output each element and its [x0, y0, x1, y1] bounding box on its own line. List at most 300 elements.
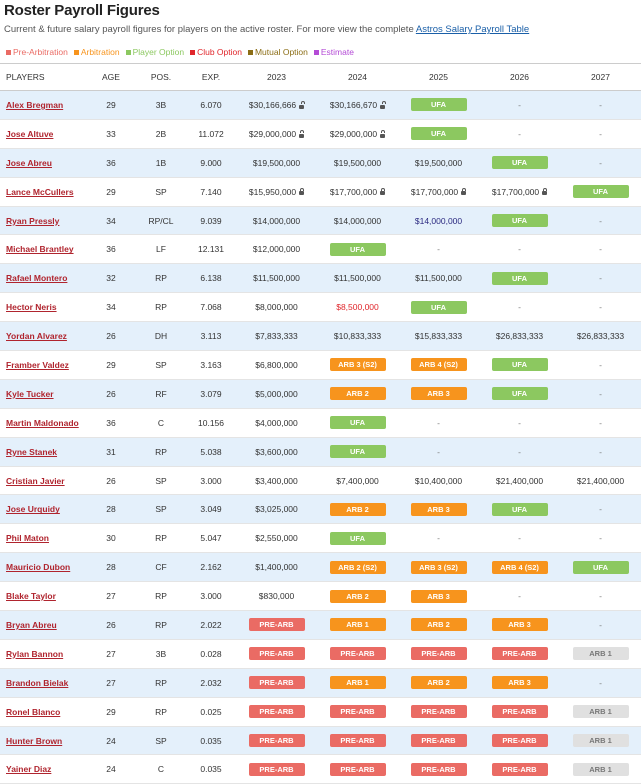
lock-icon	[380, 134, 385, 138]
player-exp: 11.072	[186, 119, 236, 148]
salary-cell	[236, 379, 317, 408]
salary-cell	[317, 177, 398, 206]
player-age: 34	[86, 206, 136, 235]
legend-label: Mutual Option	[254, 47, 308, 57]
salary-cell	[479, 437, 560, 466]
salary-cell	[236, 293, 317, 322]
salary-cell	[560, 408, 641, 437]
ufa-badge: UFA	[492, 214, 548, 227]
table-row	[0, 264, 641, 293]
arbitration-badge: ARB 2	[411, 676, 467, 689]
salary-cell	[317, 755, 398, 784]
salary-cell	[236, 408, 317, 437]
salary-cell	[398, 91, 479, 120]
pre-arb-badge: PRE-ARB	[249, 647, 305, 660]
player-cell	[0, 264, 86, 293]
salary-value: $14,000,000	[414, 215, 463, 226]
player-age: 26	[86, 322, 136, 351]
salary-value: $17,700,000	[491, 186, 540, 197]
salary-cell	[560, 293, 641, 322]
lock-icon	[542, 191, 547, 195]
player-pos: RP	[136, 524, 186, 553]
salary-value: $2,550,000	[255, 533, 298, 544]
payroll-table-link[interactable]: Astros Salary Payroll Table	[415, 24, 530, 35]
empty-value: -	[599, 619, 602, 630]
player-name-link[interactable]: Hector Neris	[6, 302, 57, 313]
ufa-badge: UFA	[492, 503, 548, 516]
player-cell	[0, 755, 86, 784]
salary-value: $12,000,000	[252, 244, 301, 255]
salary-cell	[560, 668, 641, 697]
salary-cell	[317, 495, 398, 524]
salary-cell	[479, 697, 560, 726]
lock-icon	[461, 191, 466, 195]
salary-cell	[398, 264, 479, 293]
salary-cell	[317, 91, 398, 120]
salary-cell	[560, 379, 641, 408]
ufa-badge: UFA	[330, 416, 386, 429]
empty-value: -	[599, 157, 602, 168]
salary-cell	[236, 91, 317, 120]
salary-cell	[317, 611, 398, 640]
salary-cell	[398, 697, 479, 726]
empty-value: -	[599, 591, 602, 602]
player-age: 34	[86, 293, 136, 322]
salary-cell	[560, 697, 641, 726]
table-row	[0, 495, 641, 524]
empty-value: -	[599, 302, 602, 313]
player-name-link[interactable]: Phil Maton	[6, 533, 49, 544]
table-row	[0, 206, 641, 235]
player-name-link[interactable]: Ronel Blanco	[6, 706, 61, 717]
salary-value: $11,500,000	[253, 273, 300, 284]
legend-item	[190, 47, 242, 57]
player-cell	[0, 408, 86, 437]
ufa-badge: UFA	[492, 387, 548, 400]
salary-cell	[398, 437, 479, 466]
salary-cell	[236, 495, 317, 524]
salary-cell	[398, 553, 479, 582]
player-exp: 0.028	[186, 639, 236, 668]
player-name-link[interactable]: Jose Altuve	[6, 128, 54, 139]
pre-arb-badge: PRE-ARB	[330, 763, 386, 776]
salary-cell	[236, 697, 317, 726]
salary-cell	[479, 351, 560, 380]
legend-item	[6, 47, 68, 57]
player-cell	[0, 235, 86, 264]
salary-cell	[317, 206, 398, 235]
salary-cell	[560, 437, 641, 466]
salary-cell	[479, 466, 560, 495]
salary-value: $3,600,000	[255, 446, 298, 457]
arbitration-badge: ARB 2	[330, 590, 386, 603]
player-cell	[0, 148, 86, 177]
player-pos: SP	[136, 351, 186, 380]
empty-value: -	[599, 504, 602, 515]
pre-arb-badge: PRE-ARB	[411, 647, 467, 660]
player-cell	[0, 379, 86, 408]
salary-cell	[236, 582, 317, 611]
player-pos: RP	[136, 264, 186, 293]
salary-cell	[398, 177, 479, 206]
salary-cell	[317, 524, 398, 553]
player-exp: 0.035	[186, 755, 236, 784]
salary-cell	[479, 668, 560, 697]
salary-value: $14,000,000	[333, 215, 382, 226]
pre-arb-badge: PRE-ARB	[249, 676, 305, 689]
player-cell	[0, 611, 86, 640]
player-exp: 5.047	[186, 524, 236, 553]
empty-value: -	[518, 302, 521, 313]
salary-value: $29,000,000	[329, 128, 378, 139]
salary-cell	[560, 119, 641, 148]
salary-cell	[236, 177, 317, 206]
table-row	[0, 408, 641, 437]
legend-swatch	[190, 50, 195, 55]
table-row	[0, 148, 641, 177]
player-pos: 3B	[136, 91, 186, 120]
ufa-badge: UFA	[492, 272, 548, 285]
salary-cell	[398, 119, 479, 148]
player-name-link[interactable]: Martin Maldonado	[6, 417, 79, 428]
table-row	[0, 639, 641, 668]
player-pos: 1B	[136, 148, 186, 177]
player-exp: 3.163	[186, 351, 236, 380]
table-header-row	[0, 64, 641, 91]
pre-arb-badge: PRE-ARB	[249, 705, 305, 718]
ufa-badge: UFA	[492, 358, 548, 371]
player-name-link[interactable]: Framber Valdez	[6, 359, 69, 370]
ufa-badge: UFA	[573, 185, 629, 198]
player-exp: 3.000	[186, 466, 236, 495]
salary-cell	[398, 293, 479, 322]
table-row	[0, 524, 641, 553]
salary-cell	[236, 524, 317, 553]
salary-cell	[317, 351, 398, 380]
table-row	[0, 322, 641, 351]
salary-cell	[560, 206, 641, 235]
player-pos: DH	[136, 322, 186, 351]
salary-cell	[398, 611, 479, 640]
player-pos: RF	[136, 379, 186, 408]
player-exp: 3.113	[186, 322, 236, 351]
salary-cell	[479, 524, 560, 553]
player-name-link[interactable]: Ryne Stanek	[6, 446, 58, 457]
player-cell	[0, 668, 86, 697]
player-pos: 2B	[136, 119, 186, 148]
salary-value: $15,950,000	[248, 186, 297, 197]
pre-arb-badge: PRE-ARB	[411, 734, 467, 747]
salary-cell	[560, 495, 641, 524]
player-pos: LF	[136, 235, 186, 264]
player-cell	[0, 351, 86, 380]
player-name-link[interactable]: Brandon Bielak	[6, 677, 69, 688]
pre-arb-badge: PRE-ARB	[249, 618, 305, 631]
salary-cell	[236, 119, 317, 148]
salary-value: $4,000,000	[255, 417, 298, 428]
player-age: 31	[86, 437, 136, 466]
salary-cell	[479, 206, 560, 235]
legend-swatch	[126, 50, 131, 55]
player-name-link[interactable]: Blake Taylor	[6, 591, 56, 602]
salary-value: $3,400,000	[255, 475, 298, 486]
table-row	[0, 351, 641, 380]
player-pos: RP	[136, 697, 186, 726]
salary-cell	[317, 148, 398, 177]
arbitration-badge: ARB 2	[330, 387, 386, 400]
pre-arb-badge: PRE-ARB	[411, 763, 467, 776]
salary-cell	[398, 668, 479, 697]
salary-cell	[398, 639, 479, 668]
empty-value: -	[518, 128, 521, 139]
player-cell	[0, 206, 86, 235]
player-pos: RP	[136, 611, 186, 640]
pre-arb-badge: PRE-ARB	[330, 705, 386, 718]
salary-cell	[317, 235, 398, 264]
estimate-badge: ARB 1	[573, 705, 629, 718]
salary-cell	[398, 351, 479, 380]
arbitration-badge: ARB 3	[492, 676, 548, 689]
ufa-badge: UFA	[330, 243, 386, 256]
player-name-link[interactable]: Bryan Abreu	[6, 619, 57, 630]
lock-icon	[299, 134, 304, 138]
salary-cell	[398, 726, 479, 755]
player-cell	[0, 495, 86, 524]
player-cell	[0, 524, 86, 553]
salary-cell	[236, 322, 317, 351]
player-age: 36	[86, 148, 136, 177]
salary-cell	[560, 351, 641, 380]
salary-cell	[560, 264, 641, 293]
player-cell	[0, 582, 86, 611]
salary-cell	[560, 524, 641, 553]
salary-cell	[560, 726, 641, 755]
salary-value: $8,500,000	[336, 302, 379, 313]
salary-cell	[560, 611, 641, 640]
salary-cell	[560, 148, 641, 177]
salary-cell	[479, 726, 560, 755]
salary-cell	[398, 495, 479, 524]
player-age: 28	[86, 553, 136, 582]
unlock-icon	[299, 105, 304, 109]
player-exp: 0.035	[186, 726, 236, 755]
player-age: 27	[86, 582, 136, 611]
salary-value: $21,400,000	[495, 475, 544, 486]
player-age: 29	[86, 91, 136, 120]
lock-icon	[299, 191, 304, 195]
salary-value: $19,500,000	[414, 157, 463, 168]
salary-cell	[236, 264, 317, 293]
player-age: 27	[86, 639, 136, 668]
empty-value: -	[599, 446, 602, 457]
player-pos: SP	[136, 177, 186, 206]
salary-cell	[236, 206, 317, 235]
page-subtitle	[4, 24, 529, 35]
pre-arb-badge: PRE-ARB	[492, 763, 548, 776]
salary-cell	[317, 582, 398, 611]
salary-cell	[560, 639, 641, 668]
salary-value: $11,500,000	[415, 273, 462, 284]
player-exp: 6.070	[186, 91, 236, 120]
salary-value: $830,000	[258, 591, 295, 602]
player-name-link[interactable]: Mauricio Dubon	[6, 562, 71, 573]
legend-label: Estimate	[320, 47, 354, 57]
salary-cell	[479, 639, 560, 668]
player-name-link[interactable]: Rylan Bannon	[6, 648, 64, 659]
salary-value: $10,400,000	[414, 475, 463, 486]
page-title: Roster Payroll Figures	[4, 2, 160, 19]
payroll-table	[0, 63, 641, 784]
player-exp: 9.039	[186, 206, 236, 235]
legend-label: Player Option	[132, 47, 185, 57]
salary-cell	[560, 177, 641, 206]
salary-cell	[479, 119, 560, 148]
player-exp: 3.079	[186, 379, 236, 408]
salary-cell	[560, 755, 641, 784]
pre-arb-badge: PRE-ARB	[492, 647, 548, 660]
player-name-link[interactable]: Rafael Montero	[6, 273, 68, 284]
player-age: 24	[86, 726, 136, 755]
salary-value: $3,025,000	[255, 504, 298, 515]
legend-label: Club Option	[197, 47, 242, 57]
salary-cell	[317, 668, 398, 697]
table-row	[0, 726, 641, 755]
table-row	[0, 466, 641, 495]
player-pos: RP	[136, 437, 186, 466]
table-row	[0, 91, 641, 120]
player-exp: 3.000	[186, 582, 236, 611]
player-pos: RP	[136, 668, 186, 697]
arbitration-badge: ARB 2 (S2)	[330, 561, 386, 574]
player-exp: 9.000	[186, 148, 236, 177]
player-exp: 5.038	[186, 437, 236, 466]
empty-value: -	[599, 388, 602, 399]
salary-cell	[236, 639, 317, 668]
empty-value: -	[599, 417, 602, 428]
empty-value: -	[518, 417, 521, 428]
empty-value: -	[599, 273, 602, 284]
salary-value: $30,166,666	[248, 99, 297, 110]
arbitration-badge: ARB 3 (S2)	[411, 561, 467, 574]
arbitration-badge: ARB 4 (S2)	[411, 358, 467, 371]
salary-value: $8,000,000	[255, 302, 298, 313]
salary-value: $30,166,670	[329, 99, 378, 110]
salary-cell	[479, 91, 560, 120]
player-cell	[0, 697, 86, 726]
arbitration-badge: ARB 3	[411, 590, 467, 603]
player-exp: 0.025	[186, 697, 236, 726]
salary-value: $17,700,000	[410, 186, 459, 197]
player-exp: 12.131	[186, 235, 236, 264]
salary-cell	[479, 322, 560, 351]
empty-value: -	[599, 215, 602, 226]
player-name-link[interactable]: Jose Urquidy	[6, 504, 60, 515]
estimate-badge: ARB 1	[573, 734, 629, 747]
salary-cell	[398, 466, 479, 495]
pre-arb-badge: PRE-ARB	[249, 763, 305, 776]
legend-label: Pre-Arbitration	[13, 47, 68, 57]
salary-cell	[479, 495, 560, 524]
player-age: 27	[86, 668, 136, 697]
table-row	[0, 437, 641, 466]
empty-value: -	[599, 128, 602, 139]
salary-cell	[236, 466, 317, 495]
salary-value: $19,500,000	[333, 157, 382, 168]
salary-value: $5,000,000	[255, 388, 298, 399]
column-header: EXP.	[186, 64, 236, 91]
salary-cell	[236, 351, 317, 380]
player-cell	[0, 177, 86, 206]
salary-cell	[317, 553, 398, 582]
unlock-icon	[380, 105, 385, 109]
player-name-link[interactable]: Yordan Alvarez	[6, 331, 67, 342]
ufa-badge: UFA	[330, 445, 386, 458]
player-exp: 2.032	[186, 668, 236, 697]
player-name-link[interactable]: Kyle Tucker	[6, 388, 54, 399]
empty-value: -	[599, 359, 602, 370]
player-name-link[interactable]: Cristian Javier	[6, 475, 65, 486]
player-name-link[interactable]: Jose Abreu	[6, 157, 52, 168]
arbitration-badge: ARB 1	[330, 618, 386, 631]
player-name-link[interactable]: Alex Bregman	[6, 99, 64, 110]
salary-cell	[317, 264, 398, 293]
salary-cell	[317, 697, 398, 726]
player-age: 29	[86, 697, 136, 726]
salary-value: $6,800,000	[255, 359, 298, 370]
salary-cell	[317, 119, 398, 148]
column-header: 2024	[317, 64, 398, 91]
pre-arb-badge: PRE-ARB	[330, 647, 386, 660]
arbitration-badge: ARB 3 (S2)	[330, 358, 386, 371]
salary-value: $14,000,000	[252, 215, 301, 226]
salary-cell	[479, 408, 560, 437]
salary-value: $10,833,333	[333, 331, 382, 342]
player-name-link[interactable]: Yainer Diaz	[6, 764, 52, 775]
pre-arb-badge: PRE-ARB	[492, 734, 548, 747]
player-pos: CF	[136, 553, 186, 582]
player-name-link[interactable]: Lance McCullers	[6, 186, 74, 197]
ufa-badge: UFA	[411, 127, 467, 140]
salary-cell	[236, 437, 317, 466]
salary-value: $11,500,000	[334, 273, 381, 284]
player-name-link[interactable]: Michael Brantley	[6, 244, 74, 255]
player-name-link[interactable]: Ryan Pressly	[6, 215, 60, 226]
player-pos: RP	[136, 582, 186, 611]
salary-value: $15,833,333	[414, 331, 463, 342]
salary-cell	[479, 582, 560, 611]
salary-value: $17,700,000	[329, 186, 378, 197]
ufa-badge: UFA	[411, 301, 467, 314]
salary-cell	[398, 379, 479, 408]
salary-cell	[236, 668, 317, 697]
player-name-link[interactable]: Hunter Brown	[6, 735, 63, 746]
salary-cell	[479, 177, 560, 206]
salary-cell	[479, 611, 560, 640]
salary-cell	[398, 206, 479, 235]
player-cell	[0, 437, 86, 466]
player-age: 36	[86, 235, 136, 264]
player-exp: 7.068	[186, 293, 236, 322]
table-row	[0, 668, 641, 697]
salary-cell	[479, 379, 560, 408]
salary-cell	[398, 235, 479, 264]
salary-cell	[236, 726, 317, 755]
player-cell	[0, 639, 86, 668]
player-age: 26	[86, 466, 136, 495]
salary-cell	[317, 726, 398, 755]
player-pos: 3B	[136, 639, 186, 668]
salary-value: $26,833,333	[576, 331, 625, 342]
